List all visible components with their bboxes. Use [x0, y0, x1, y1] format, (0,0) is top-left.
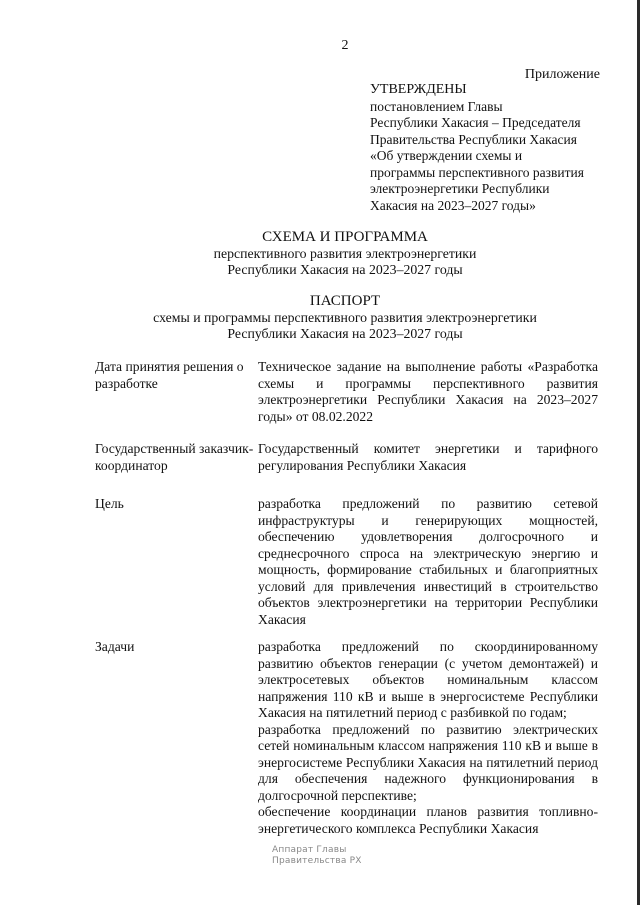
- approval-heading: УТВЕРЖДЕНЫ: [370, 82, 467, 97]
- scheme-subtitle-line: Республики Хакасия на 2023–2027 годы: [227, 262, 463, 277]
- passport-row: [95, 639, 598, 837]
- approval-line: «Об утверждении схемы и: [370, 148, 523, 163]
- passport-title-block: [0, 293, 640, 343]
- passport-table: [95, 359, 598, 837]
- task-item: разработка предложений по скоординированному развитию объектов генерации (с учетом демонтажей) и электросетевых объектов номинальным классом напряжения 110 кВ и выше в энергосистеме Республики Хакасия на пятилетний период с разбивкой по годам;: [258, 639, 598, 720]
- row-label: Задачи: [95, 639, 135, 654]
- scheme-subtitle-line: перспективного развития электроэнергетики: [213, 245, 477, 261]
- passport-subtitle-line: Республики Хакасия на 2023–2027 годы: [227, 326, 463, 341]
- registration-stamp: [272, 845, 362, 867]
- approval-block: [370, 82, 605, 214]
- approval-line: программы перспективного развития: [370, 164, 584, 180]
- row-label: Дата принятия решения о разработке: [95, 359, 244, 391]
- row-value: разработка предложений по развитию сетевой инфраструктуры и генерирующих мощностей, обеспечению удовлетворения долгосрочного и среднесрочного спроса на электрическую энергию и мощность, формирование стабильных и благоприятных условий для привлечения инвестиций в строительство объектов электроэнергетики на территории Республики Хакасия: [258, 496, 598, 627]
- row-label: Цель: [95, 496, 124, 511]
- approval-line: Республики Хакасия – Председателя: [370, 115, 581, 130]
- scheme-title-block: [0, 229, 640, 279]
- task-item: обеспечение координации планов развития топливно-энергетического комплекса Республики Хакасия: [258, 804, 598, 836]
- approval-line: Правительства Республики Хакасия: [370, 131, 577, 147]
- passport-subtitle-line: схемы и программы перспективного развития электроэнергетики: [153, 309, 537, 325]
- row-value: Техническое задание на выполнение работы «Разработка схемы и программы перспективного развития электроэнергетики Республики Хакасия на 2023–2027 годы» от 08.02.2022: [258, 359, 598, 424]
- approval-line: электроэнергетики Республики: [370, 181, 550, 196]
- scheme-heading: СХЕМА И ПРОГРАММА: [262, 229, 428, 245]
- stamp-line: Аппарат Главы: [272, 845, 347, 855]
- row-label: Государственный заказчик-координатор: [95, 441, 254, 473]
- row-value-list: [258, 639, 598, 837]
- appendix-label: Приложение: [524, 67, 600, 82]
- approval-line: Хакасия на 2023–2027 годы»: [370, 197, 536, 213]
- stamp-line: Правительства РХ: [272, 856, 362, 866]
- approval-line: постановлением Главы: [370, 98, 503, 114]
- passport-heading: ПАСПОРТ: [309, 293, 381, 309]
- task-item: разработка предложений по развитию электрических сетей номинальным классом напряжения 110 кВ и выше в энергосистеме Республики Хакасия на пятилетний период для обеспечения надежного функционирования в долгосрочной перспективе;: [258, 721, 598, 803]
- passport-row: [95, 441, 598, 496]
- page-number: 2: [341, 38, 349, 53]
- passport-row: [95, 359, 598, 441]
- passport-row: [95, 496, 598, 639]
- row-value: Государственный комитет энергетики и тарифного регулирования Республики Хакасия: [258, 441, 598, 473]
